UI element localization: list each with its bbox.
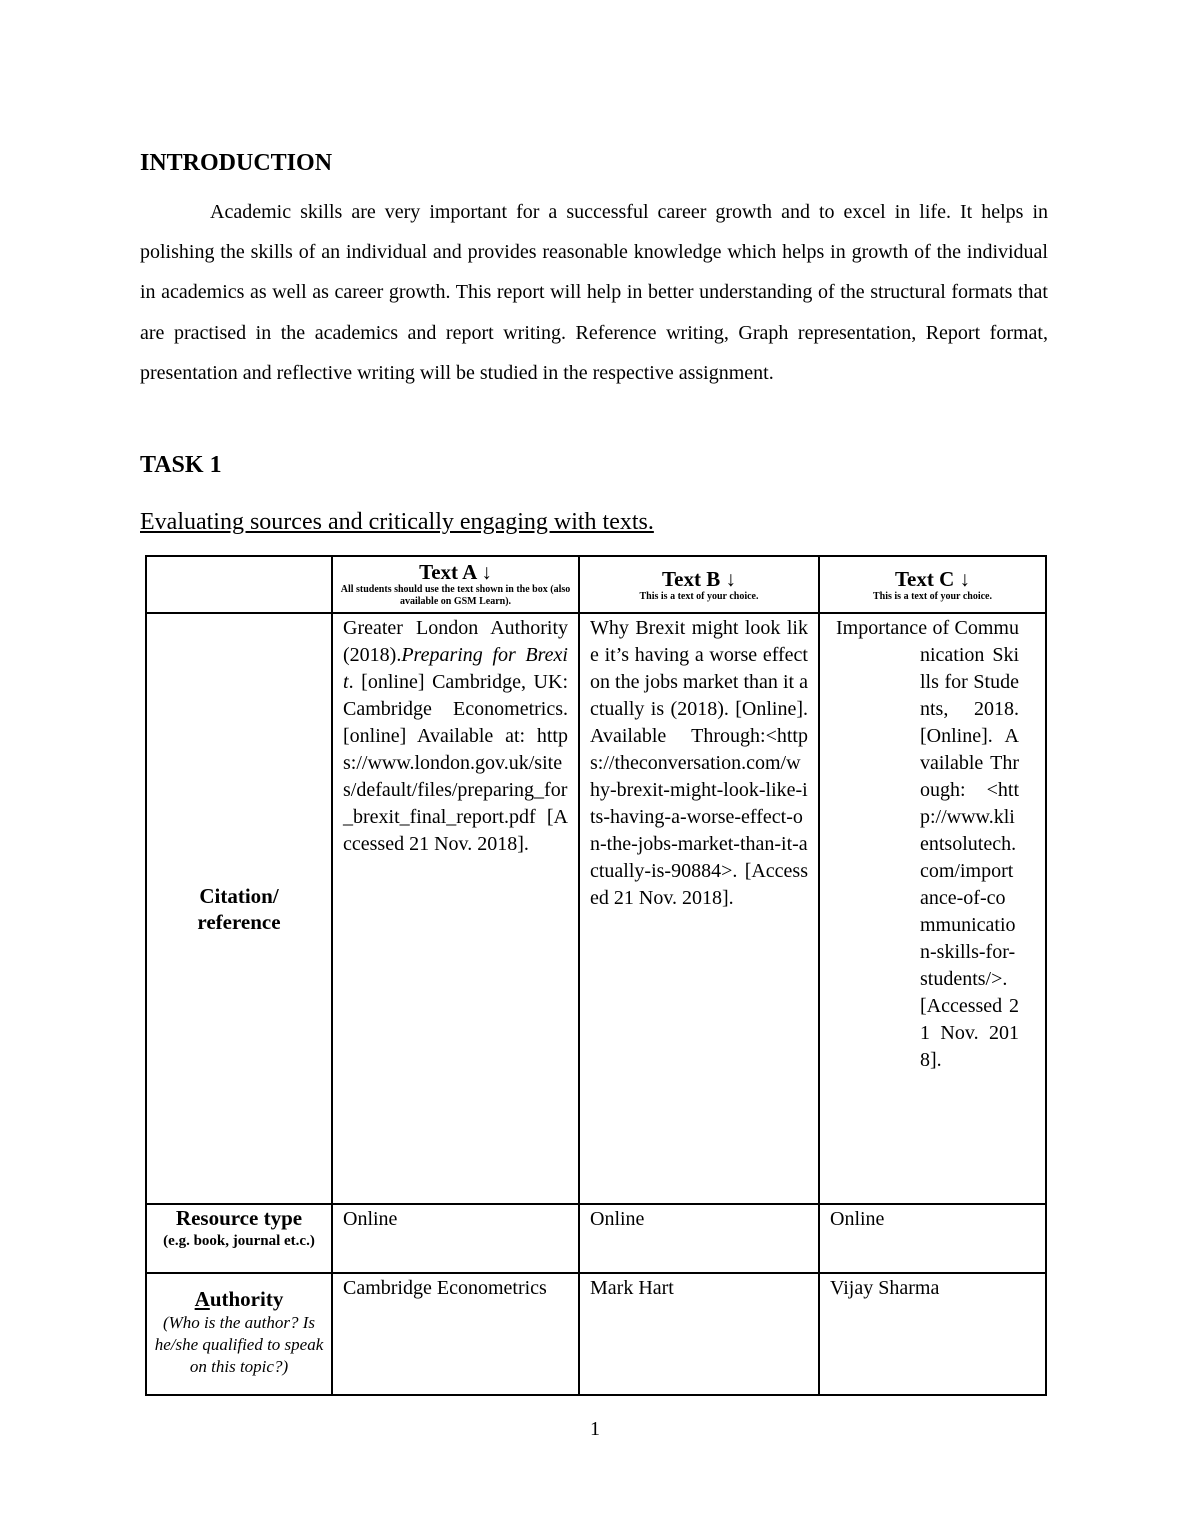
source-evaluation-table xyxy=(145,555,1047,1396)
citation-label-cell xyxy=(146,613,332,1204)
resource-type-b: Online xyxy=(579,1204,819,1273)
resource-type-label: Resource type xyxy=(175,1206,303,1230)
text-b-title: Text B ↓ xyxy=(662,566,736,591)
resource-type-sublabel: (e.g. book, journal et.c.) xyxy=(163,1233,315,1249)
citation-a-part2: . [online] Cambridge, UK: Cambridge Econometrics. [online] Available at: https://www.london.gov.uk/sites/default/files/preparing_for_brexit_final_report.pdf [Accessed 21 Nov. 2018]. xyxy=(343,671,568,855)
authority-label-cell xyxy=(146,1273,332,1395)
table-header-row xyxy=(146,556,1046,613)
table-row-resource-type xyxy=(146,1204,1046,1273)
authority-c: Vijay Sharma xyxy=(819,1273,1046,1395)
table-row-authority xyxy=(146,1273,1046,1395)
resource-type-c: Online xyxy=(819,1204,1046,1273)
citation-label-line2: reference xyxy=(197,909,281,934)
citation-b-value: Why Brexit might look like it’s having a worse effect on the jobs market than it actually is (2018). [Online]. Available Through:<https://theconversation.com/why-brexit-might-look-like-its-having-a-worse-effect-on-the-jobs-market-than-it-actually-is-90884>. [Accessed 21 Nov. 2018]. xyxy=(590,617,808,909)
header-empty-cell xyxy=(146,556,332,613)
text-a-title: Text A ↓ xyxy=(419,560,492,584)
resource-type-a: Online xyxy=(332,1204,579,1273)
page-number: 1 xyxy=(590,1418,600,1440)
text-a-note: All students should use the text shown in the box (also available on GSM Learn). xyxy=(340,584,571,607)
citation-text-b xyxy=(579,613,819,1204)
citation-text-c xyxy=(819,613,1046,1204)
text-b-note: This is a text of your choice. xyxy=(639,590,759,602)
task-subtitle: Evaluating sources and critically engaging with texts. xyxy=(140,509,654,535)
header-text-b xyxy=(579,556,819,613)
authority-label-first: A xyxy=(194,1287,210,1311)
citation-text-a xyxy=(332,613,579,1204)
authority-b: Mark Hart xyxy=(579,1273,819,1395)
header-text-c xyxy=(819,556,1046,613)
citation-label-line1: Citation/ xyxy=(199,883,279,908)
header-text-a xyxy=(332,556,579,613)
authority-label xyxy=(147,1286,331,1312)
citation-c-value: Importance of Communication Skills for Students, 2018. [Online]. Available Through: <http://www.klientsolutech.com/importance-of-communication-skills-for-students/>. [Accessed 21 Nov. 2018]. xyxy=(836,617,1019,1071)
citation-a-part1: Greater London Authority (2018). xyxy=(343,617,568,666)
introduction-paragraph: Academic skills are very important for a successful career growth and to excel in life. It helps in polishing the skills of an individual and provides reasonable knowledge which helps in growth of the individual in academics as well as career growth. This report will help in better understanding of the structural formats that are practised in the academics and report writing. Reference writing, Graph representation, Report format, presentation and reflective writing will be studied in the respective assignment. xyxy=(140,201,1048,384)
authority-a: Cambridge Econometrics xyxy=(332,1273,579,1395)
resource-type-label-cell xyxy=(146,1204,332,1273)
task-heading: TASK 1 xyxy=(140,452,222,478)
citation-a-title: Preparing for Brexit xyxy=(343,644,568,693)
text-c-title: Text C ↓ xyxy=(894,566,971,591)
text-c-note: This is a text of your choice. xyxy=(873,590,992,602)
authority-label-rest: uthority xyxy=(209,1287,284,1311)
table-row-citation xyxy=(146,613,1046,1204)
authority-sublabel: (Who is the author? Is he/she qualified to speak on this topic?) xyxy=(154,1313,324,1376)
introduction-heading: INTRODUCTION xyxy=(140,150,333,176)
